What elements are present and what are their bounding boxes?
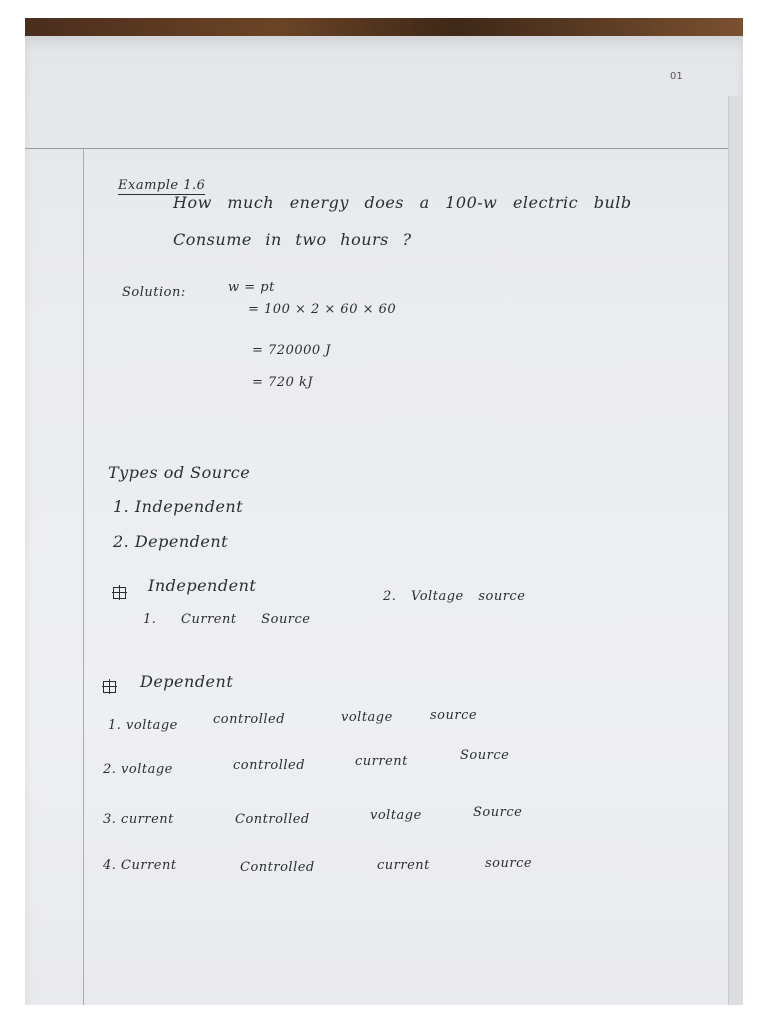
dependent-item-3-col4: Source xyxy=(473,805,523,820)
dependent-item-4-col3: current xyxy=(377,858,430,873)
dependent-item-4-col1: 4. Current xyxy=(103,858,177,873)
boxed-plus-icon xyxy=(113,587,126,599)
dependent-heading: Dependent xyxy=(140,672,234,691)
dependent-item-1-col3: voltage xyxy=(341,710,393,725)
independent-item-1: 1. Current Source xyxy=(143,612,311,627)
question-line-2: Consume in two hours ? xyxy=(173,230,412,249)
types-item-2: 2. Dependent xyxy=(113,532,229,551)
dependent-item-2-col4: Source xyxy=(460,748,510,763)
notebook-page xyxy=(25,36,743,1005)
dependent-item-2-col1: 2. voltage xyxy=(103,762,173,777)
dependent-item-3-col3: voltage xyxy=(370,808,422,823)
dependent-item-4-col4: source xyxy=(485,856,533,871)
solution-line-4: = 720 kJ xyxy=(252,375,314,390)
dependent-item-3-col1: 3. current xyxy=(103,812,174,827)
dependent-item-2-col2: controlled xyxy=(233,758,306,773)
independent-heading: Independent xyxy=(148,576,257,595)
solution-line-2: = 100 × 2 × 60 × 60 xyxy=(248,302,397,317)
dependent-item-1-col1: 1. voltage xyxy=(108,718,178,733)
top-rule-line xyxy=(25,148,743,149)
underlying-page-edge xyxy=(728,96,743,1005)
dependent-item-1-col2: controlled xyxy=(213,712,286,727)
independent-item-2: 2. Voltage source xyxy=(383,589,526,604)
question-line-1: How much energy does a 100-w electric bulb xyxy=(173,193,632,212)
dependent-item-2-col3: current xyxy=(355,754,408,769)
boxed-plus-icon xyxy=(103,681,116,693)
dependent-item-4-col2: Controlled xyxy=(240,860,315,875)
solution-line-1: w = pt xyxy=(228,280,275,295)
types-item-1: 1. Independent xyxy=(113,497,244,516)
solution-label: Solution: xyxy=(122,285,186,300)
types-heading: Types od Source xyxy=(108,463,251,482)
page-number: 01 xyxy=(670,71,683,82)
example-title: Example 1.6 xyxy=(118,178,206,193)
dependent-item-3-col2: Controlled xyxy=(235,812,310,827)
margin-rule-line xyxy=(83,148,84,1005)
photo-background xyxy=(25,18,743,1005)
solution-line-3: = 720000 J xyxy=(252,343,331,358)
dependent-item-1-col4: source xyxy=(430,708,478,723)
